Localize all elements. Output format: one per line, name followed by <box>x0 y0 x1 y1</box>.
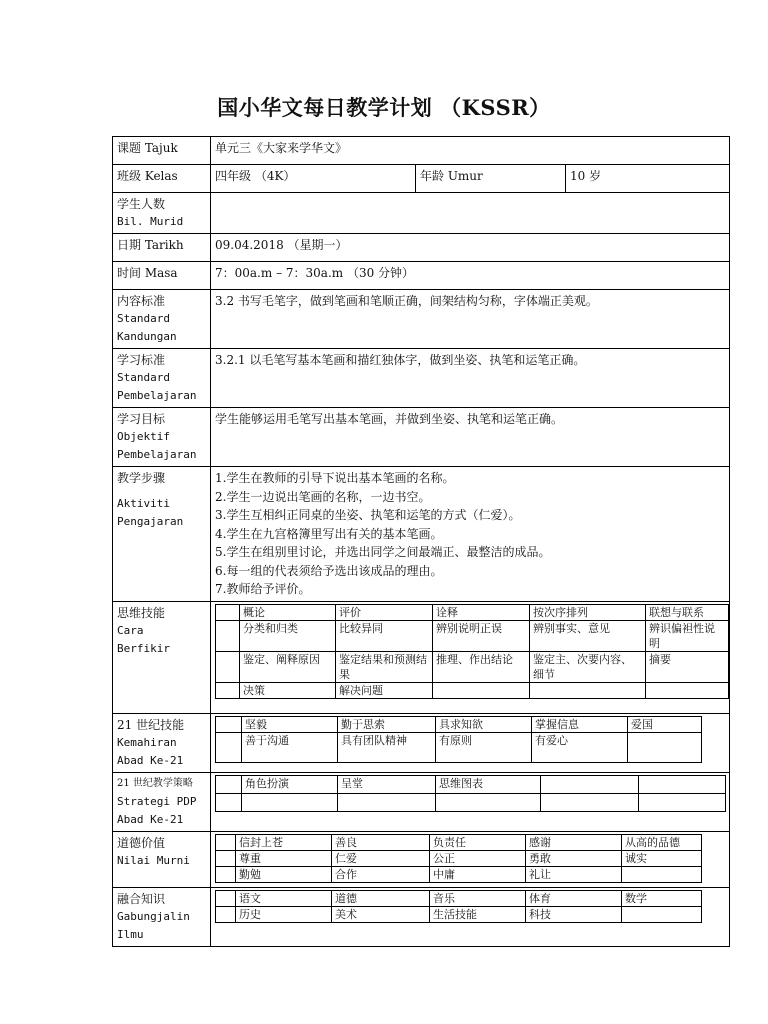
grid-cell <box>530 682 646 698</box>
grid-cell: 勇敢 <box>526 850 622 866</box>
grid-cell: 礼让 <box>526 866 622 882</box>
value-murid <box>211 193 730 234</box>
grid-cell: 历史 <box>236 906 332 922</box>
grid-cell: 音乐 <box>430 890 526 906</box>
label-strategi-ms-1: Strategi PDP <box>117 794 197 808</box>
grid-cell: 辨别说明正误 <box>433 620 530 651</box>
grid-cell: 公正 <box>430 850 526 866</box>
grid-cell <box>216 682 240 698</box>
step-item: 6.每一组的代表须给予选出该成品的理由。 <box>215 563 443 578</box>
label-berfikir-ms-2: Berfikir <box>117 641 170 655</box>
grid-cell: 勤勉 <box>236 866 332 882</box>
grid-cell: 感谢 <box>526 834 622 850</box>
grid-cell: 生活技能 <box>430 906 526 922</box>
nilai-grid <box>215 834 702 883</box>
row-berfikir <box>113 601 730 713</box>
step-item: 2.学生一边说出笔画的名称，一边书空。 <box>215 489 431 504</box>
value-kandungan: 3.2 书写毛笔字，做到笔画和笔顺正确，间架结构匀称，字体端正美观。 <box>211 290 730 349</box>
grid-cell: 按次序排列 <box>530 604 646 620</box>
row-strategi <box>113 772 730 831</box>
grid-cell <box>622 866 702 882</box>
value-nilai <box>211 831 730 887</box>
grid-row <box>216 866 702 882</box>
grid-cell: 尊重 <box>236 850 332 866</box>
label-nilai-zh: 道德价值 <box>117 835 166 850</box>
grid-cell: 推理、作出结论 <box>433 651 530 682</box>
strategi-grid <box>215 775 726 812</box>
grid-row <box>216 604 729 620</box>
grid-cell <box>216 866 236 882</box>
grid-row <box>216 890 702 906</box>
page-title: 国小华文每日教学计划 （KSSR） <box>217 95 551 120</box>
row-nilai <box>113 831 730 887</box>
grid-cell <box>622 906 702 922</box>
label-kandungan-ms-2: Kandungan <box>117 330 177 343</box>
label-berfikir-ms-1: Cara <box>117 623 144 637</box>
grid-cell: 决策 <box>240 682 336 698</box>
grid-cell <box>216 716 242 732</box>
value-berfikir <box>211 601 730 713</box>
grid-cell: 角色扮演 <box>242 775 338 793</box>
grid-cell: 辨识偏袒性说明 <box>646 620 729 651</box>
grid-cell: 仁爱 <box>332 850 430 866</box>
value-aktiviti <box>211 467 730 602</box>
value-strategi <box>211 772 730 831</box>
value-tarikh: 09.04.2018 （星期一） <box>211 234 730 262</box>
grid-cell <box>216 732 242 762</box>
label-kandungan-ms-1: Standard <box>117 312 170 325</box>
value-gabung <box>211 887 730 946</box>
label-pembelajaran <box>113 349 211 408</box>
grid-cell: 鉴定结果和预测结果 <box>336 651 433 682</box>
label-pembelajaran-ms-2: Pembelajaran <box>117 389 197 402</box>
grid-cell <box>216 906 236 922</box>
grid-cell: 道德 <box>332 890 430 906</box>
value-tajuk: 单元三《大家来学华文》 <box>211 137 730 165</box>
row-kelas <box>113 165 730 193</box>
grid-cell: 合作 <box>332 866 430 882</box>
label-kelas: 班级 Kelas <box>113 165 211 193</box>
grid-cell: 掌握信息 <box>532 716 628 732</box>
label-umur: 年龄 Umur <box>416 165 566 193</box>
label-murid-ms: Bil. Murid <box>117 215 184 228</box>
value-objektif: 学生能够运用毛笔写出基本笔画，并做到坐姿、执笔和运笔正确。 <box>211 408 730 467</box>
label-nilai <box>113 831 211 887</box>
grid-cell: 善于沟通 <box>242 732 338 762</box>
grid-cell: 分类和归类 <box>240 620 336 651</box>
step-item: 1.学生在教师的引导下说出基本笔画的名称。 <box>215 471 455 485</box>
label-strategi <box>113 772 211 831</box>
grid-cell: 解决问题 <box>336 682 433 698</box>
grid-row <box>216 775 726 793</box>
grid-row <box>216 651 729 682</box>
label-aktiviti-ms-2: Pengajaran <box>117 515 184 528</box>
label-tarikh: 日期 Tarikh <box>113 234 211 262</box>
grid-cell <box>216 890 236 906</box>
grid-cell <box>216 850 236 866</box>
step-item: 5.学生在组别里讨论，并选出同学之间最端正、最整洁的成品。 <box>215 545 551 559</box>
row-masa <box>113 262 730 290</box>
grid-cell <box>338 793 436 811</box>
label-abad21-zh: 21 世纪技能 <box>117 717 185 732</box>
grid-row <box>216 620 729 651</box>
lesson-plan-table <box>112 136 730 947</box>
grid-cell: 有原则 <box>436 732 532 762</box>
grid-cell: 概论 <box>240 604 336 620</box>
label-strategi-ms-2: Abad Ke-21 <box>117 812 184 826</box>
row-tarikh <box>113 234 730 262</box>
grid-cell: 思维图表 <box>436 775 541 793</box>
grid-cell: 爱国 <box>628 716 702 732</box>
value-umur: 10 岁 <box>566 165 730 193</box>
value-pembelajaran: 3.2.1 以毛笔写基本笔画和描红独体字，做到坐姿、执笔和运笔正确。 <box>211 349 730 408</box>
step-item: 4.学生在九宫格簿里写出有关的基本笔画。 <box>215 526 443 541</box>
grid-cell <box>216 620 240 651</box>
grid-cell <box>541 793 639 811</box>
label-objektif-ms-2: Pembelajaran <box>117 448 197 461</box>
gabung-grid <box>215 890 702 923</box>
grid-cell <box>216 775 242 793</box>
label-strategi-zh: 21 世纪教学策略 <box>117 777 193 789</box>
grid-cell: 评价 <box>336 604 433 620</box>
grid-cell: 科技 <box>526 906 622 922</box>
label-nilai-ms: Nilai Murni <box>117 853 190 867</box>
label-gabung <box>113 887 211 946</box>
grid-cell: 语文 <box>236 890 332 906</box>
grid-cell: 鉴定主、次要内容、细节 <box>530 651 646 682</box>
grid-cell <box>541 775 639 793</box>
grid-cell: 比较异同 <box>336 620 433 651</box>
row-objektif <box>113 408 730 467</box>
grid-cell <box>216 651 240 682</box>
grid-cell: 具有团队精神 <box>338 732 436 762</box>
label-gabung-ms-2: Ilmu <box>117 927 144 941</box>
grid-cell <box>436 793 541 811</box>
row-gabung <box>113 887 730 946</box>
row-abad21 <box>113 713 730 772</box>
grid-cell: 信封上苍 <box>236 834 332 850</box>
label-objektif-ms-1: Objektif <box>117 430 170 443</box>
grid-cell <box>639 793 726 811</box>
grid-cell: 美术 <box>332 906 430 922</box>
grid-row <box>216 732 702 762</box>
value-abad21 <box>211 713 730 772</box>
row-kandungan <box>113 290 730 349</box>
grid-cell <box>433 682 530 698</box>
label-gabung-ms-1: Gabungjalin <box>117 909 190 923</box>
label-aktiviti-ms-1: Aktiviti <box>117 497 170 510</box>
grid-row <box>216 716 702 732</box>
label-aktiviti <box>113 467 211 602</box>
step-item: 7.教师给予评价。 <box>215 582 311 596</box>
row-murid <box>113 193 730 234</box>
grid-cell <box>216 604 240 620</box>
grid-cell <box>216 834 236 850</box>
label-masa: 时间 Masa <box>113 262 211 290</box>
grid-cell: 从高的品德 <box>622 834 702 850</box>
label-objektif-zh: 学习目标 <box>117 412 166 426</box>
label-aktiviti-zh: 教学步骤 <box>117 471 166 485</box>
label-pembelajaran-ms-1: Standard <box>117 371 170 384</box>
berfikir-grid <box>215 604 729 699</box>
grid-cell: 善良 <box>332 834 430 850</box>
label-abad21-ms-2: Abad Ke-21 <box>117 753 184 767</box>
grid-cell: 具求知欲 <box>436 716 532 732</box>
grid-row <box>216 906 702 922</box>
label-tajuk: 课题 Tajuk <box>113 137 211 165</box>
grid-cell: 联想与联系 <box>646 604 729 620</box>
value-masa: 7：00a.m – 7：30a.m （30 分钟） <box>211 262 730 290</box>
grid-cell: 有爱心 <box>532 732 628 762</box>
label-abad21 <box>113 713 211 772</box>
label-murid-zh: 学生人数 <box>117 197 166 211</box>
grid-cell: 勤于思索 <box>338 716 436 732</box>
abad21-grid <box>215 716 702 763</box>
row-aktiviti <box>113 467 730 602</box>
grid-cell: 体育 <box>526 890 622 906</box>
label-kandungan <box>113 290 211 349</box>
row-pembelajaran <box>113 349 730 408</box>
grid-row <box>216 850 702 866</box>
grid-cell <box>646 682 729 698</box>
grid-cell: 诚实 <box>622 850 702 866</box>
grid-row <box>216 834 702 850</box>
grid-cell: 诠释 <box>433 604 530 620</box>
label-gabung-zh: 融合知识 <box>117 891 166 906</box>
grid-cell <box>628 732 702 762</box>
grid-cell: 辨别事实、意见 <box>530 620 646 651</box>
grid-cell <box>216 793 242 811</box>
grid-cell: 坚毅 <box>242 716 338 732</box>
label-pembelajaran-zh: 学习标准 <box>117 353 166 367</box>
grid-row <box>216 682 729 698</box>
label-berfikir <box>113 601 211 713</box>
label-objektif <box>113 408 211 467</box>
label-murid <box>113 193 211 234</box>
label-kandungan-zh: 内容标准 <box>117 294 166 308</box>
grid-cell <box>242 793 338 811</box>
grid-cell: 中庸 <box>430 866 526 882</box>
step-item: 3.学生互相纠正同桌的坐姿、执笔和运笔的方式（仁爱）。 <box>215 508 521 522</box>
grid-cell: 摘要 <box>646 651 729 682</box>
label-abad21-ms-1: Kemahiran <box>117 735 177 749</box>
value-kelas: 四年级 （4K） <box>211 165 416 193</box>
grid-cell: 呈堂 <box>338 775 436 793</box>
grid-cell: 负责任 <box>430 834 526 850</box>
row-tajuk <box>113 137 730 165</box>
grid-row <box>216 793 726 811</box>
grid-cell: 数学 <box>622 890 702 906</box>
grid-cell <box>639 775 726 793</box>
grid-cell: 鉴定、阐释原因 <box>240 651 336 682</box>
label-berfikir-zh: 思维技能 <box>117 605 166 620</box>
